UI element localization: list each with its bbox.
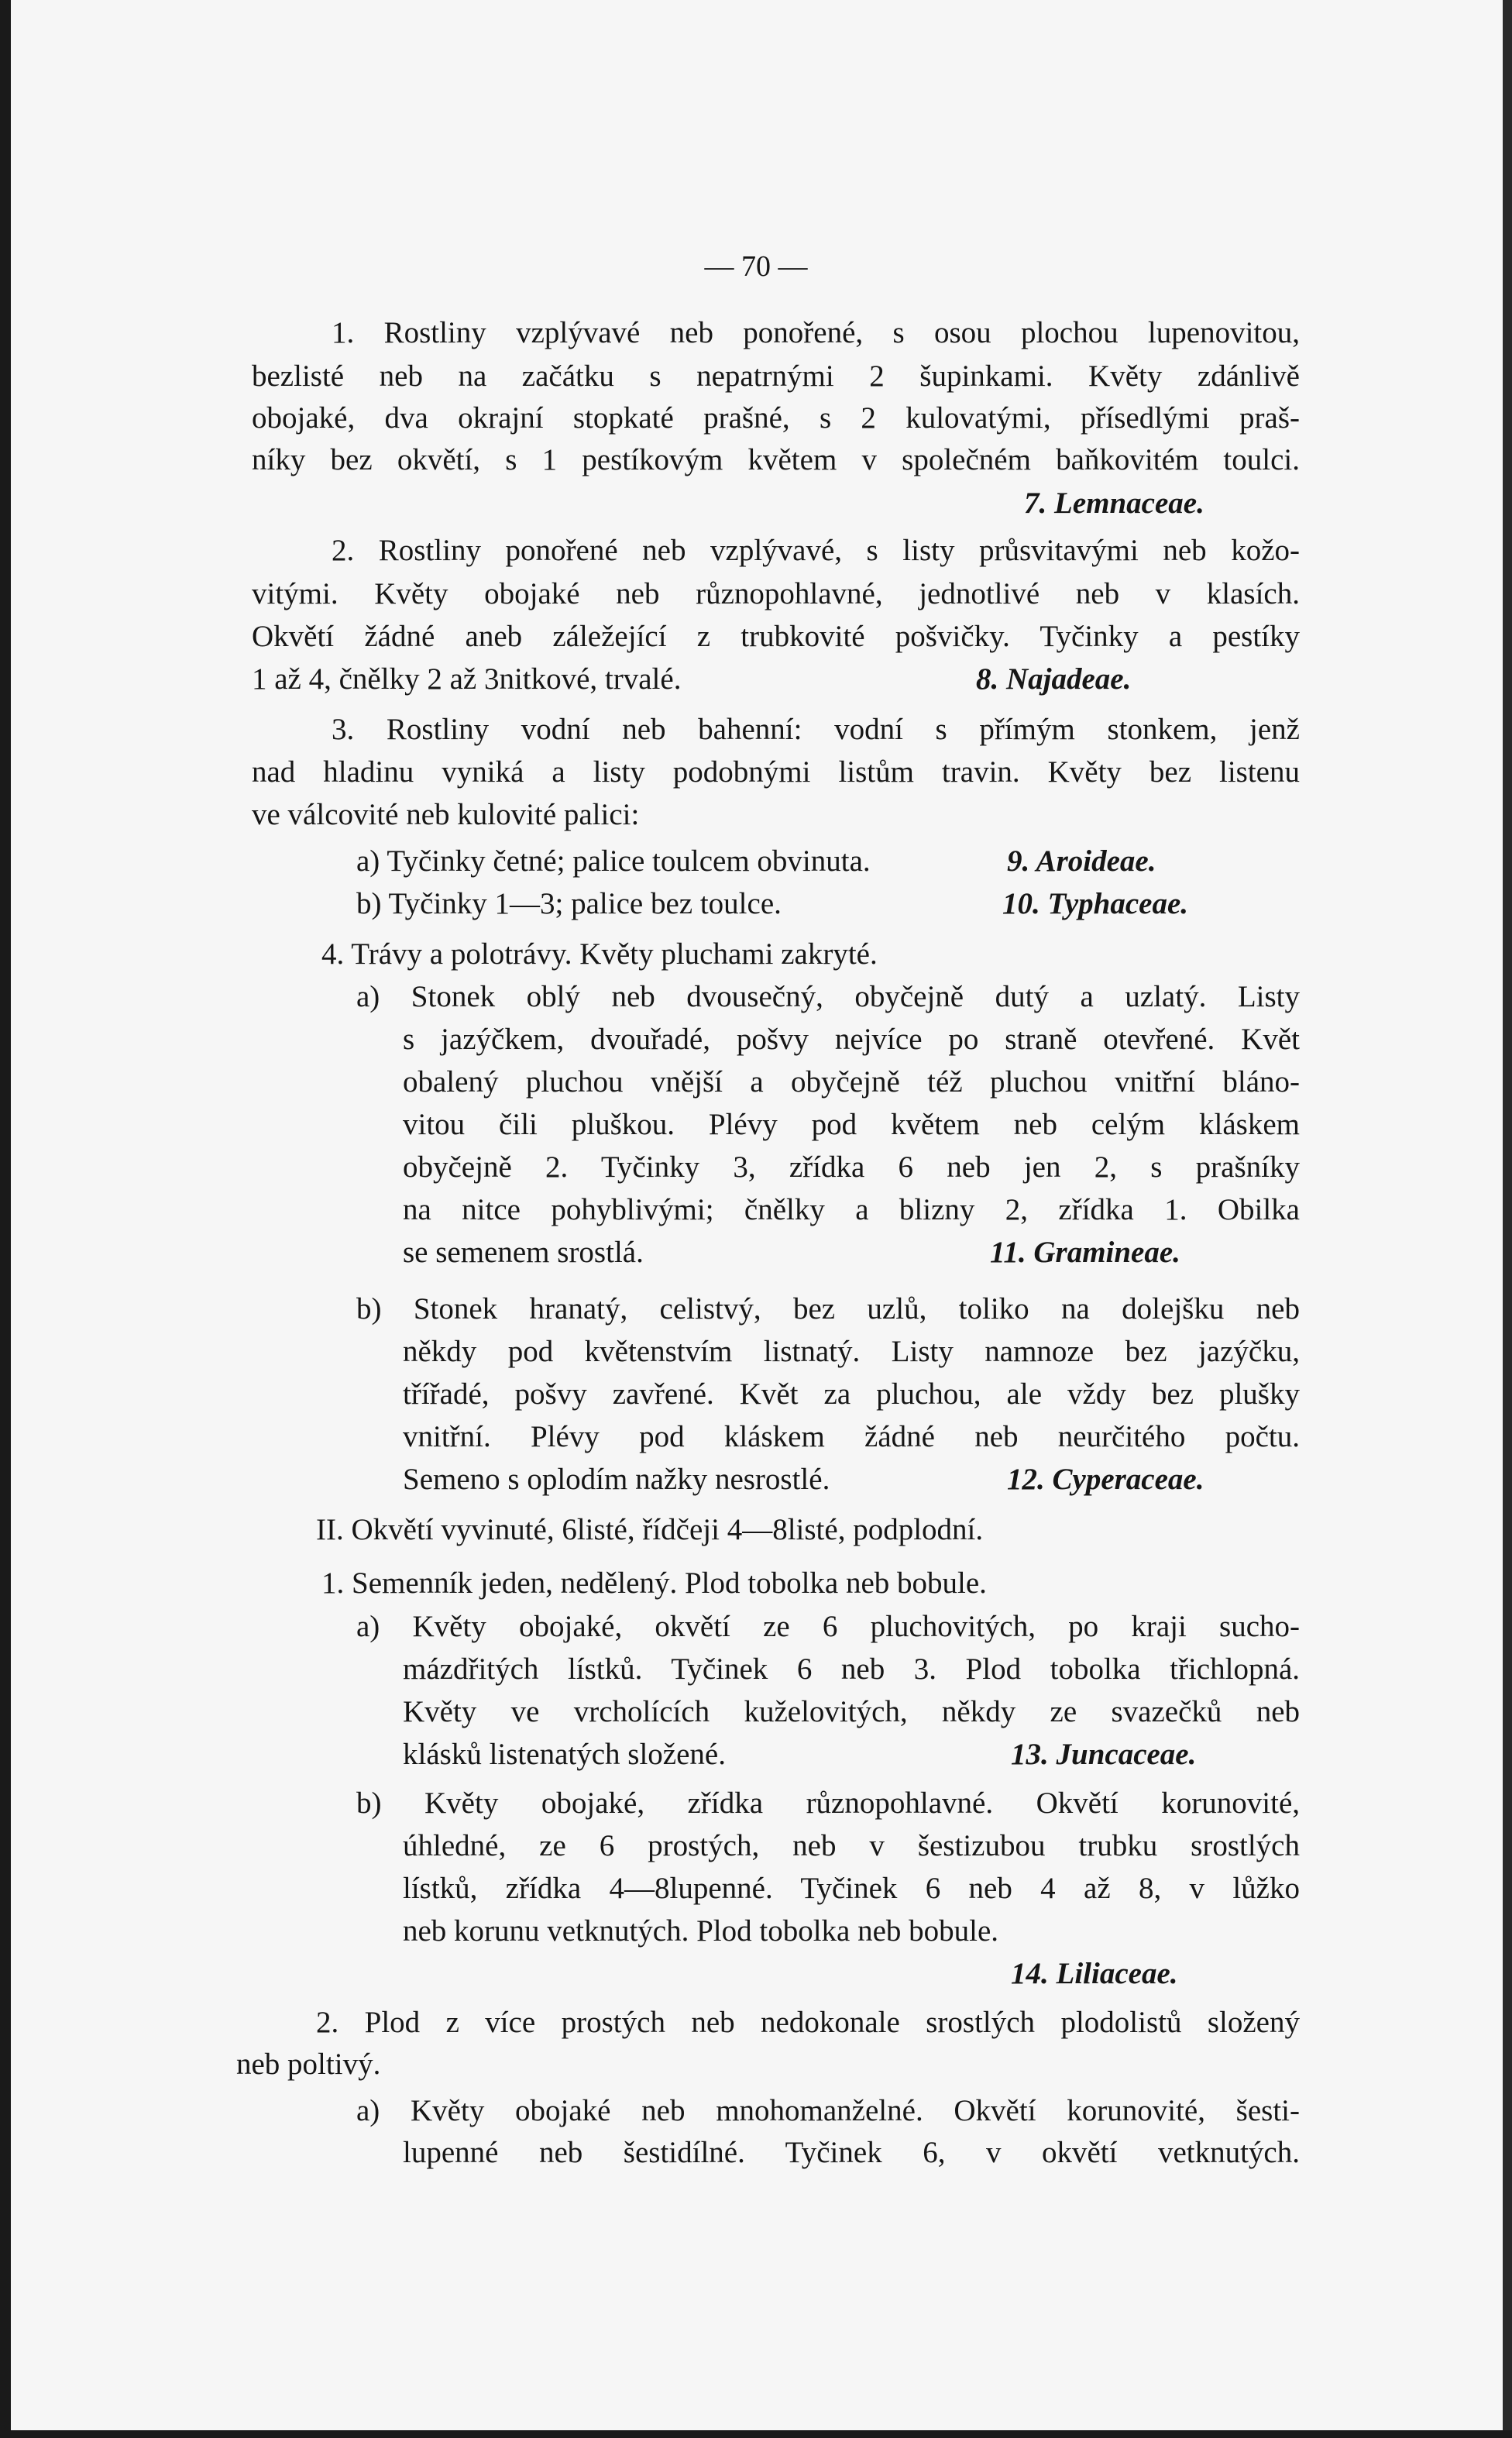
text-line: s jazýčkem, dvouřadé, pošvy nejvíce po straně otevřené. Květ bbox=[403, 1023, 1300, 1056]
text-line: 1 až 4, čnělky 2 až 3nitkové, trvalé. 8. Najadeae. bbox=[0, 659, 1512, 700]
text-line: 2. Rostliny ponořené neb vzplývavé, s listy průsvitavými neb kožo- bbox=[332, 534, 1300, 567]
text-line: níky bez okvětí, s 1 pestíkovým květem v společném baňkovitém toulci. bbox=[252, 443, 1300, 476]
text-line bbox=[0, 1953, 1512, 1995]
text-line: 2. Plod z více prostých neb nedokonale srostlých plodolistů složený bbox=[316, 2006, 1300, 2039]
text-line: b) Tyčinky 1—3; palice bez toulce. 10. Typhaceae. bbox=[0, 883, 1512, 925]
text-line: 1. Semenník jeden, nedělený. Plod tobolka neb bobule. bbox=[321, 1566, 987, 1600]
text-line: a) Tyčinky četné; palice toulcem obvinuta. 9. Aroideae. bbox=[0, 841, 1512, 882]
text-line: se semenem srostlá. 11. Gramineae. bbox=[0, 1232, 1512, 1274]
family-name: 9. Aroideae. bbox=[1007, 844, 1156, 878]
family-name: 11. Gramineae. bbox=[990, 1236, 1180, 1269]
text-line: lupenné neb šestidílné. Tyčinek 6, v okvětí vetknutých. bbox=[403, 2136, 1300, 2169]
text-line: 4. Trávy a polotrávy. Květy pluchami zakryté. bbox=[321, 937, 878, 971]
text-line: Semeno s oplodím nažky nesrostlé. 12. Cyperaceae. bbox=[0, 1459, 1512, 1501]
text-line: neb poltivý. bbox=[236, 2048, 381, 2081]
text-line: Květy ve vrcholících kuželovitých, někdy ze svazečků neb bbox=[403, 1695, 1300, 1728]
text-line: mázdřitých lístků. Tyčinek 6 neb 3. Plod tobolka třichlopná. bbox=[403, 1652, 1300, 1686]
text-line: klásků listenatých složené. 13. Juncaceae. bbox=[0, 1734, 1512, 1776]
text-line: nad hladinu vyniká a listy podobnými listům travin. Květy bez listenu bbox=[252, 755, 1300, 789]
family-name: 12. Cyperaceae. bbox=[1007, 1463, 1204, 1496]
text-line: 3. Rostliny vodní neb bahenní: vodní s přímým stonkem, jenž bbox=[332, 713, 1300, 746]
text-line: úhledné, ze 6 prostých, neb v šestizubou trubku srostlých bbox=[403, 1829, 1300, 1862]
text-line: na nitce pohyblivými; čnělky a blizny 2, zřídka 1. Obilka bbox=[403, 1193, 1300, 1226]
text-line: někdy pod květenstvím listnatý. Listy namnoze bez jazýčku, bbox=[403, 1335, 1300, 1368]
text-line bbox=[0, 483, 1512, 524]
family-name: 14. Liliaceae. bbox=[1011, 1957, 1178, 1990]
text-line: vitými. Květy obojaké neb různopohlavné, jednotlivé neb v klasích. bbox=[252, 577, 1300, 610]
family-name: 8. Najadeae. bbox=[976, 662, 1132, 696]
text-line: obojaké, dva okrajní stopkaté prašné, s 2 kulovatými, přísedlými praš- bbox=[252, 401, 1300, 435]
family-name: 7. Lemnaceae. bbox=[1024, 487, 1204, 520]
text-line: Okvětí žádné aneb záležející z trubkovité pošvičky. Tyčinky a pestíky bbox=[252, 620, 1300, 653]
text-line: a) Květy obojaké neb mnohomanželné. Okvětí korunovité, šesti- bbox=[356, 2094, 1300, 2127]
page-number: — 70 — bbox=[704, 250, 808, 283]
text-line: vitou čili pluškou. Plévy pod květem neb celým kláskem bbox=[403, 1108, 1300, 1141]
text-line: třířadé, pošvy zavřené. Květ za pluchou, ale vždy bez plušky bbox=[403, 1377, 1300, 1411]
text-line: bezlisté neb na začátku s nepatrnými 2 šupinkami. Květy zdánlivě bbox=[252, 359, 1300, 393]
text-line: b) Květy obojaké, zřídka různopohlavné. Okvětí korunovité, bbox=[356, 1786, 1300, 1820]
family-name: 13. Juncaceae. bbox=[1011, 1738, 1197, 1771]
text-line: lístků, zřídka 4—8lupenné. Tyčinek 6 neb 4 až 8, v lůžko bbox=[403, 1872, 1300, 1905]
text-line: ve válcovité neb kulovité palici: bbox=[252, 798, 640, 831]
text-line: vnitřní. Plévy pod kláskem žádné neb neurčitého počtu. bbox=[403, 1420, 1300, 1453]
text-line: 1. Rostliny vzplývavé neb ponořené, s osou plochou lupenovitou, bbox=[332, 316, 1300, 349]
text-line: b) Stonek hranatý, celistvý, bez uzlů, toliko na dolejšku neb bbox=[356, 1292, 1300, 1326]
text-line: obyčejně 2. Tyčinky 3, zřídka 6 neb jen 2, s prašníky bbox=[403, 1150, 1300, 1184]
text-line: neb korunu vetknutých. Plod tobolka neb bobule. bbox=[403, 1914, 999, 1948]
text-line: obalený pluchou vnější a obyčejně též pluchou vnitřní bláno- bbox=[403, 1065, 1300, 1099]
text-line: II. Okvětí vyvinuté, 6listé, řídčeji 4—8listé, podplodní. bbox=[316, 1513, 984, 1546]
family-name: 10. Typhaceae. bbox=[1002, 887, 1189, 920]
text-line: a) Květy obojaké, okvětí ze 6 pluchovitých, po kraji sucho- bbox=[356, 1610, 1300, 1643]
text-line: a) Stonek oblý neb dvousečný, obyčejně dutý a uzlatý. Listy bbox=[356, 980, 1300, 1013]
